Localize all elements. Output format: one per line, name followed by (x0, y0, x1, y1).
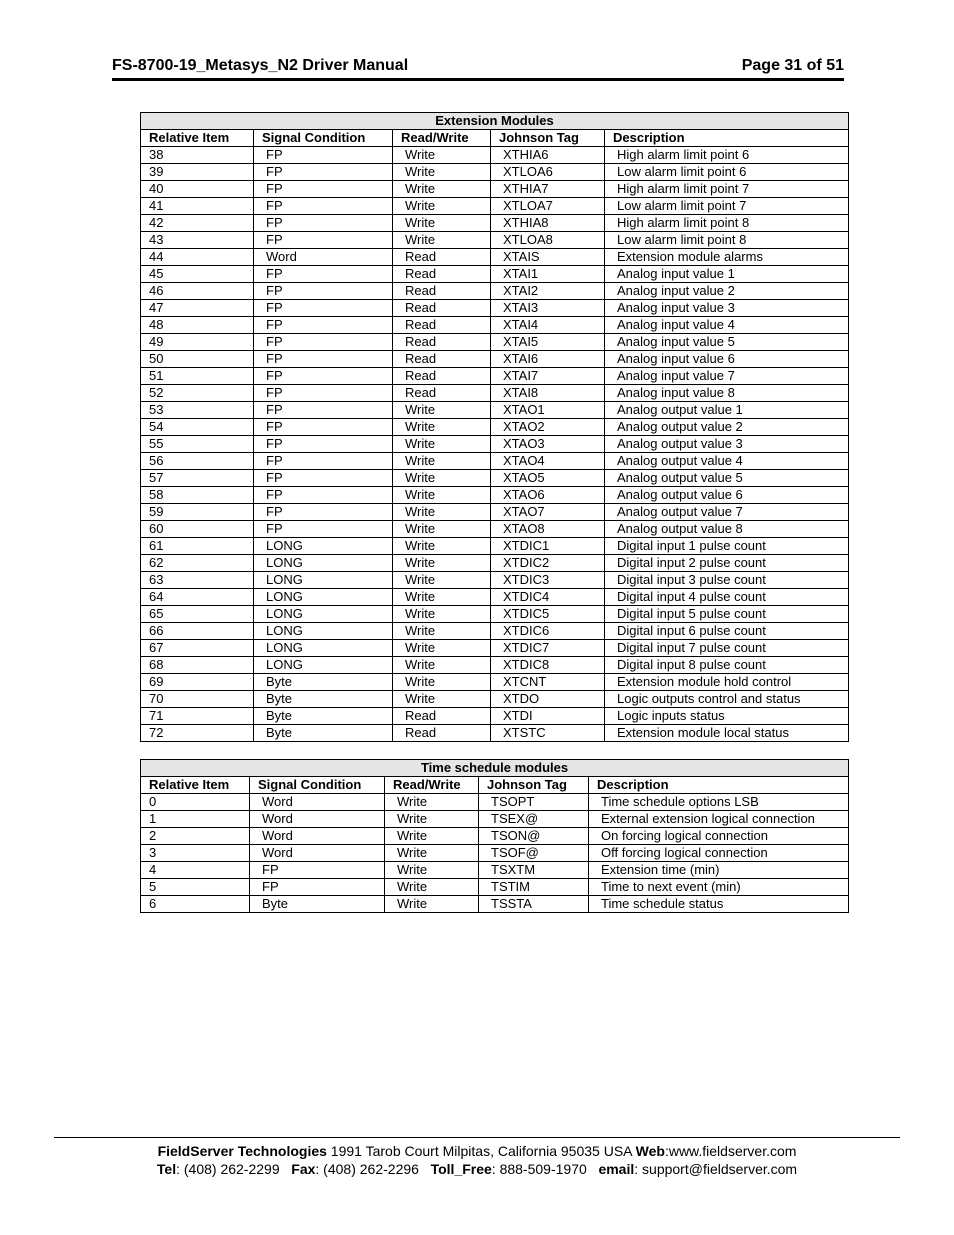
description-cell: Digital input 1 pulse count (605, 538, 849, 555)
relative-item-cell: 59 (141, 504, 254, 521)
read-write-cell: Write (393, 436, 491, 453)
relative-item-cell: 65 (141, 606, 254, 623)
relative-item-cell: 68 (141, 657, 254, 674)
johnson-tag-cell: XTLOA8 (491, 232, 605, 249)
table-row (141, 794, 849, 811)
table-row (141, 147, 849, 164)
description-cell: Analog output value 1 (605, 402, 849, 419)
description-cell: Analog input value 4 (605, 317, 849, 334)
relative-item-cell: 40 (141, 181, 254, 198)
table-row (141, 811, 849, 828)
description-cell: Analog output value 3 (605, 436, 849, 453)
table-row (141, 164, 849, 181)
signal-condition-cell: FP (254, 334, 393, 351)
table-row (141, 317, 849, 334)
column-header: Description (589, 777, 849, 794)
signal-condition-cell: FP (254, 317, 393, 334)
johnson-tag-cell: TSSTA (479, 896, 589, 913)
relative-item-cell: 46 (141, 283, 254, 300)
relative-item-cell: 41 (141, 198, 254, 215)
johnson-tag-cell: XTDIC3 (491, 572, 605, 589)
signal-condition-cell: Word (250, 794, 385, 811)
signal-condition-cell: FP (254, 368, 393, 385)
read-write-cell: Write (393, 470, 491, 487)
signal-condition-cell: FP (254, 198, 393, 215)
signal-condition-cell: FP (254, 164, 393, 181)
signal-condition-cell: FP (254, 470, 393, 487)
read-write-cell: Write (393, 147, 491, 164)
johnson-tag-cell: XTHIA7 (491, 181, 605, 198)
description-cell: Extension module local status (605, 725, 849, 742)
johnson-tag-cell: TSXTM (479, 862, 589, 879)
table-row (141, 198, 849, 215)
description-cell: Extension time (min) (589, 862, 849, 879)
relative-item-cell: 43 (141, 232, 254, 249)
johnson-tag-cell: XTAO4 (491, 453, 605, 470)
johnson-tag-cell: XTLOA7 (491, 198, 605, 215)
relative-item-cell: 6 (141, 896, 250, 913)
footer-email-label: email (598, 1161, 635, 1177)
read-write-cell: Write (393, 589, 491, 606)
page-number: Page 31 of 51 (741, 57, 844, 74)
read-write-cell: Write (385, 828, 479, 845)
description-cell: Analog output value 8 (605, 521, 849, 538)
description-cell: Digital input 8 pulse count (605, 657, 849, 674)
johnson-tag-cell: XTAI7 (491, 368, 605, 385)
johnson-tag-cell: XTHIA8 (491, 215, 605, 232)
johnson-tag-cell: XTDI (491, 708, 605, 725)
signal-condition-cell: FP (254, 436, 393, 453)
relative-item-cell: 58 (141, 487, 254, 504)
column-header: Signal Condition (250, 777, 385, 794)
table-row (141, 385, 849, 402)
relative-item-cell: 45 (141, 266, 254, 283)
description-cell: Analog output value 4 (605, 453, 849, 470)
description-cell: Analog input value 8 (605, 385, 849, 402)
table-row (141, 300, 849, 317)
time-schedule-modules-table (140, 759, 849, 913)
relative-item-cell: 69 (141, 674, 254, 691)
page-header (112, 57, 844, 79)
description-cell: Time to next event (min) (589, 879, 849, 896)
column-header: Signal Condition (254, 130, 393, 147)
johnson-tag-cell: TSEX@ (479, 811, 589, 828)
johnson-tag-cell: XTSTC (491, 725, 605, 742)
relative-item-cell: 67 (141, 640, 254, 657)
read-write-cell: Write (393, 572, 491, 589)
johnson-tag-cell: XTAO6 (491, 487, 605, 504)
signal-condition-cell: FP (254, 351, 393, 368)
table-row (141, 215, 849, 232)
table-row (141, 691, 849, 708)
relative-item-cell: 55 (141, 436, 254, 453)
table-row (141, 470, 849, 487)
table-row (141, 504, 849, 521)
johnson-tag-cell: XTAI1 (491, 266, 605, 283)
signal-condition-cell: Word (250, 845, 385, 862)
johnson-tag-cell: XTAO5 (491, 470, 605, 487)
johnson-tag-cell: XTDO (491, 691, 605, 708)
description-cell: Time schedule status (589, 896, 849, 913)
read-write-cell: Write (393, 555, 491, 572)
read-write-cell: Write (393, 538, 491, 555)
relative-item-cell: 4 (141, 862, 250, 879)
signal-condition-cell: LONG (254, 572, 393, 589)
relative-item-cell: 1 (141, 811, 250, 828)
read-write-cell: Write (393, 691, 491, 708)
table-row (141, 181, 849, 198)
footer-tollfree-label: Toll_Free (430, 1161, 492, 1177)
read-write-cell: Write (393, 674, 491, 691)
relative-item-cell: 52 (141, 385, 254, 402)
signal-condition-cell: LONG (254, 589, 393, 606)
johnson-tag-cell: XTAO3 (491, 436, 605, 453)
description-cell: Logic inputs status (605, 708, 849, 725)
relative-item-cell: 48 (141, 317, 254, 334)
table-row (141, 845, 849, 862)
read-write-cell: Read (393, 317, 491, 334)
signal-condition-cell: Byte (254, 725, 393, 742)
table-row (141, 487, 849, 504)
table-row (141, 538, 849, 555)
signal-condition-cell: LONG (254, 623, 393, 640)
table-row (141, 402, 849, 419)
signal-condition-cell: FP (254, 147, 393, 164)
signal-condition-cell: Byte (254, 674, 393, 691)
read-write-cell: Write (393, 232, 491, 249)
read-write-cell: Read (393, 300, 491, 317)
read-write-cell: Write (393, 453, 491, 470)
read-write-cell: Read (393, 725, 491, 742)
relative-item-cell: 71 (141, 708, 254, 725)
johnson-tag-cell: TSOF@ (479, 845, 589, 862)
description-cell: On forcing logical connection (589, 828, 849, 845)
description-cell: Off forcing logical connection (589, 845, 849, 862)
signal-condition-cell: FP (254, 266, 393, 283)
table-caption: Time schedule modules (141, 760, 849, 777)
read-write-cell: Write (393, 402, 491, 419)
signal-condition-cell: FP (254, 215, 393, 232)
table-row (141, 657, 849, 674)
footer-line-2 (54, 1161, 900, 1177)
table-row (141, 351, 849, 368)
description-cell: Digital input 3 pulse count (605, 572, 849, 589)
description-cell: External extension logical connection (589, 811, 849, 828)
description-cell: Low alarm limit point 8 (605, 232, 849, 249)
relative-item-cell: 2 (141, 828, 250, 845)
relative-item-cell: 66 (141, 623, 254, 640)
read-write-cell: Read (393, 708, 491, 725)
table-row (141, 453, 849, 470)
signal-condition-cell: FP (254, 283, 393, 300)
read-write-cell: Write (393, 623, 491, 640)
footer-web: :www.fieldserver.com (664, 1143, 797, 1159)
footer-tel-label: Tel (156, 1161, 177, 1177)
johnson-tag-cell: XTAI6 (491, 351, 605, 368)
table-row (141, 879, 849, 896)
johnson-tag-cell: XTDIC7 (491, 640, 605, 657)
relative-item-cell: 50 (141, 351, 254, 368)
column-header: Johnson Tag (479, 777, 589, 794)
read-write-cell: Read (393, 385, 491, 402)
signal-condition-cell: Byte (250, 896, 385, 913)
signal-condition-cell: FP (250, 862, 385, 879)
table-row (141, 725, 849, 742)
document-title: FS-8700-19_Metasys_N2 Driver Manual (112, 57, 409, 74)
description-cell: Analog output value 6 (605, 487, 849, 504)
signal-condition-cell: FP (254, 504, 393, 521)
signal-condition-cell: FP (254, 487, 393, 504)
table-row (141, 606, 849, 623)
description-cell: Digital input 5 pulse count (605, 606, 849, 623)
signal-condition-cell: Byte (254, 691, 393, 708)
footer-web-label: Web (635, 1143, 665, 1159)
signal-condition-cell: LONG (254, 657, 393, 674)
table-row (141, 828, 849, 845)
table-row (141, 521, 849, 538)
signal-condition-cell: FP (254, 385, 393, 402)
column-header: Johnson Tag (491, 130, 605, 147)
johnson-tag-cell: TSOPT (479, 794, 589, 811)
table-row (141, 283, 849, 300)
johnson-tag-cell: XTLOA6 (491, 164, 605, 181)
read-write-cell: Write (393, 419, 491, 436)
description-cell: Analog input value 7 (605, 368, 849, 385)
johnson-tag-cell: XTDIC6 (491, 623, 605, 640)
read-write-cell: Write (393, 657, 491, 674)
relative-item-cell: 70 (141, 691, 254, 708)
relative-item-cell: 63 (141, 572, 254, 589)
footer-tel: : (408) 262-2299 (176, 1161, 292, 1177)
description-cell: Logic outputs control and status (605, 691, 849, 708)
signal-condition-cell: LONG (254, 538, 393, 555)
signal-condition-cell: FP (254, 181, 393, 198)
signal-condition-cell: LONG (254, 555, 393, 572)
column-header: Read/Write (393, 130, 491, 147)
signal-condition-cell: Word (250, 828, 385, 845)
table-row (141, 862, 849, 879)
signal-condition-cell: FP (254, 232, 393, 249)
description-cell: Analog input value 6 (605, 351, 849, 368)
johnson-tag-cell: XTCNT (491, 674, 605, 691)
johnson-tag-cell: XTAI5 (491, 334, 605, 351)
signal-condition-cell: FP (254, 300, 393, 317)
relative-item-cell: 54 (141, 419, 254, 436)
johnson-tag-cell: XTDIC4 (491, 589, 605, 606)
description-cell: Analog input value 5 (605, 334, 849, 351)
footer-tollfree: : 888-509-1970 (491, 1161, 599, 1177)
relative-item-cell: 3 (141, 845, 250, 862)
johnson-tag-cell: XTAI3 (491, 300, 605, 317)
table-row (141, 674, 849, 691)
johnson-tag-cell: XTDIC5 (491, 606, 605, 623)
footer-fax: : (408) 262-2296 (315, 1161, 431, 1177)
johnson-tag-cell: XTDIC2 (491, 555, 605, 572)
signal-condition-cell: Word (250, 811, 385, 828)
read-write-cell: Write (393, 487, 491, 504)
extension-modules-table (140, 112, 849, 742)
footer-fax-label: Fax (291, 1161, 316, 1177)
table-row (141, 436, 849, 453)
table-row (141, 419, 849, 436)
description-cell: Analog input value 1 (605, 266, 849, 283)
table-row (141, 334, 849, 351)
johnson-tag-cell: XTHIA6 (491, 147, 605, 164)
read-write-cell: Write (385, 811, 479, 828)
read-write-cell: Read (393, 283, 491, 300)
signal-condition-cell: FP (254, 402, 393, 419)
johnson-tag-cell: TSTIM (479, 879, 589, 896)
johnson-tag-cell: TSON@ (479, 828, 589, 845)
description-cell: High alarm limit point 6 (605, 147, 849, 164)
description-cell: Digital input 4 pulse count (605, 589, 849, 606)
signal-condition-cell: FP (254, 521, 393, 538)
signal-condition-cell: FP (254, 419, 393, 436)
signal-condition-cell: LONG (254, 640, 393, 657)
read-write-cell: Write (393, 606, 491, 623)
relative-item-cell: 0 (141, 794, 250, 811)
description-cell: High alarm limit point 7 (605, 181, 849, 198)
read-write-cell: Write (393, 198, 491, 215)
johnson-tag-cell: XTAO1 (491, 402, 605, 419)
description-cell: Analog output value 5 (605, 470, 849, 487)
table-row (141, 896, 849, 913)
relative-item-cell: 51 (141, 368, 254, 385)
relative-item-cell: 42 (141, 215, 254, 232)
column-header: Description (605, 130, 849, 147)
read-write-cell: Read (393, 351, 491, 368)
description-cell: Analog input value 2 (605, 283, 849, 300)
table-caption: Extension Modules (141, 113, 849, 130)
description-cell: Analog output value 7 (605, 504, 849, 521)
table-row (141, 266, 849, 283)
read-write-cell: Write (393, 640, 491, 657)
relative-item-cell: 44 (141, 249, 254, 266)
table-row (141, 572, 849, 589)
table-row (141, 623, 849, 640)
johnson-tag-cell: XTDIC1 (491, 538, 605, 555)
relative-item-cell: 62 (141, 555, 254, 572)
relative-item-cell: 39 (141, 164, 254, 181)
johnson-tag-cell: XTAO2 (491, 419, 605, 436)
relative-item-cell: 64 (141, 589, 254, 606)
relative-item-cell: 53 (141, 402, 254, 419)
description-cell: Digital input 6 pulse count (605, 623, 849, 640)
header-rule (112, 78, 844, 81)
relative-item-cell: 60 (141, 521, 254, 538)
read-write-cell: Read (393, 368, 491, 385)
johnson-tag-cell: XTAO8 (491, 521, 605, 538)
relative-item-cell: 38 (141, 147, 254, 164)
table-body (141, 147, 849, 742)
relative-item-cell: 72 (141, 725, 254, 742)
read-write-cell: Write (393, 181, 491, 198)
signal-condition-cell: FP (250, 879, 385, 896)
footer-company: FieldServer Technologies (157, 1143, 327, 1159)
relative-item-cell: 49 (141, 334, 254, 351)
table-row (141, 589, 849, 606)
table-row (141, 368, 849, 385)
table-row (141, 708, 849, 725)
relative-item-cell: 5 (141, 879, 250, 896)
footer-address: 1991 Tarob Court Milpitas, California 95035 USA (326, 1143, 636, 1159)
description-cell: Extension module alarms (605, 249, 849, 266)
description-cell: Low alarm limit point 7 (605, 198, 849, 215)
description-cell: Time schedule options LSB (589, 794, 849, 811)
johnson-tag-cell: XTAI4 (491, 317, 605, 334)
read-write-cell: Write (393, 215, 491, 232)
johnson-tag-cell: XTDIC8 (491, 657, 605, 674)
description-cell: Analog output value 2 (605, 419, 849, 436)
table-row (141, 232, 849, 249)
johnson-tag-cell: XTAIS (491, 249, 605, 266)
description-cell: Extension module hold control (605, 674, 849, 691)
read-write-cell: Write (385, 862, 479, 879)
signal-condition-cell: Word (254, 249, 393, 266)
footer-email: : support@fieldserver.com (634, 1161, 798, 1177)
footer-line-1 (54, 1143, 900, 1159)
description-cell: Digital input 7 pulse count (605, 640, 849, 657)
column-header: Relative Item (141, 777, 250, 794)
johnson-tag-cell: XTAO7 (491, 504, 605, 521)
read-write-cell: Write (385, 896, 479, 913)
table-row (141, 555, 849, 572)
read-write-cell: Write (385, 794, 479, 811)
column-header: Relative Item (141, 130, 254, 147)
johnson-tag-cell: XTAI8 (491, 385, 605, 402)
read-write-cell: Write (393, 521, 491, 538)
column-header: Read/Write (385, 777, 479, 794)
read-write-cell: Write (393, 164, 491, 181)
signal-condition-cell: LONG (254, 606, 393, 623)
table-row (141, 640, 849, 657)
relative-item-cell: 61 (141, 538, 254, 555)
table-row (141, 249, 849, 266)
read-write-cell: Read (393, 249, 491, 266)
relative-item-cell: 47 (141, 300, 254, 317)
relative-item-cell: 57 (141, 470, 254, 487)
signal-condition-cell: FP (254, 453, 393, 470)
read-write-cell: Read (393, 266, 491, 283)
description-cell: Low alarm limit point 6 (605, 164, 849, 181)
read-write-cell: Read (393, 334, 491, 351)
read-write-cell: Write (385, 845, 479, 862)
footer-rule (54, 1137, 900, 1138)
description-cell: Analog input value 3 (605, 300, 849, 317)
description-cell: High alarm limit point 8 (605, 215, 849, 232)
relative-item-cell: 56 (141, 453, 254, 470)
signal-condition-cell: Byte (254, 708, 393, 725)
johnson-tag-cell: XTAI2 (491, 283, 605, 300)
description-cell: Digital input 2 pulse count (605, 555, 849, 572)
read-write-cell: Write (393, 504, 491, 521)
table-body (141, 794, 849, 913)
read-write-cell: Write (385, 879, 479, 896)
